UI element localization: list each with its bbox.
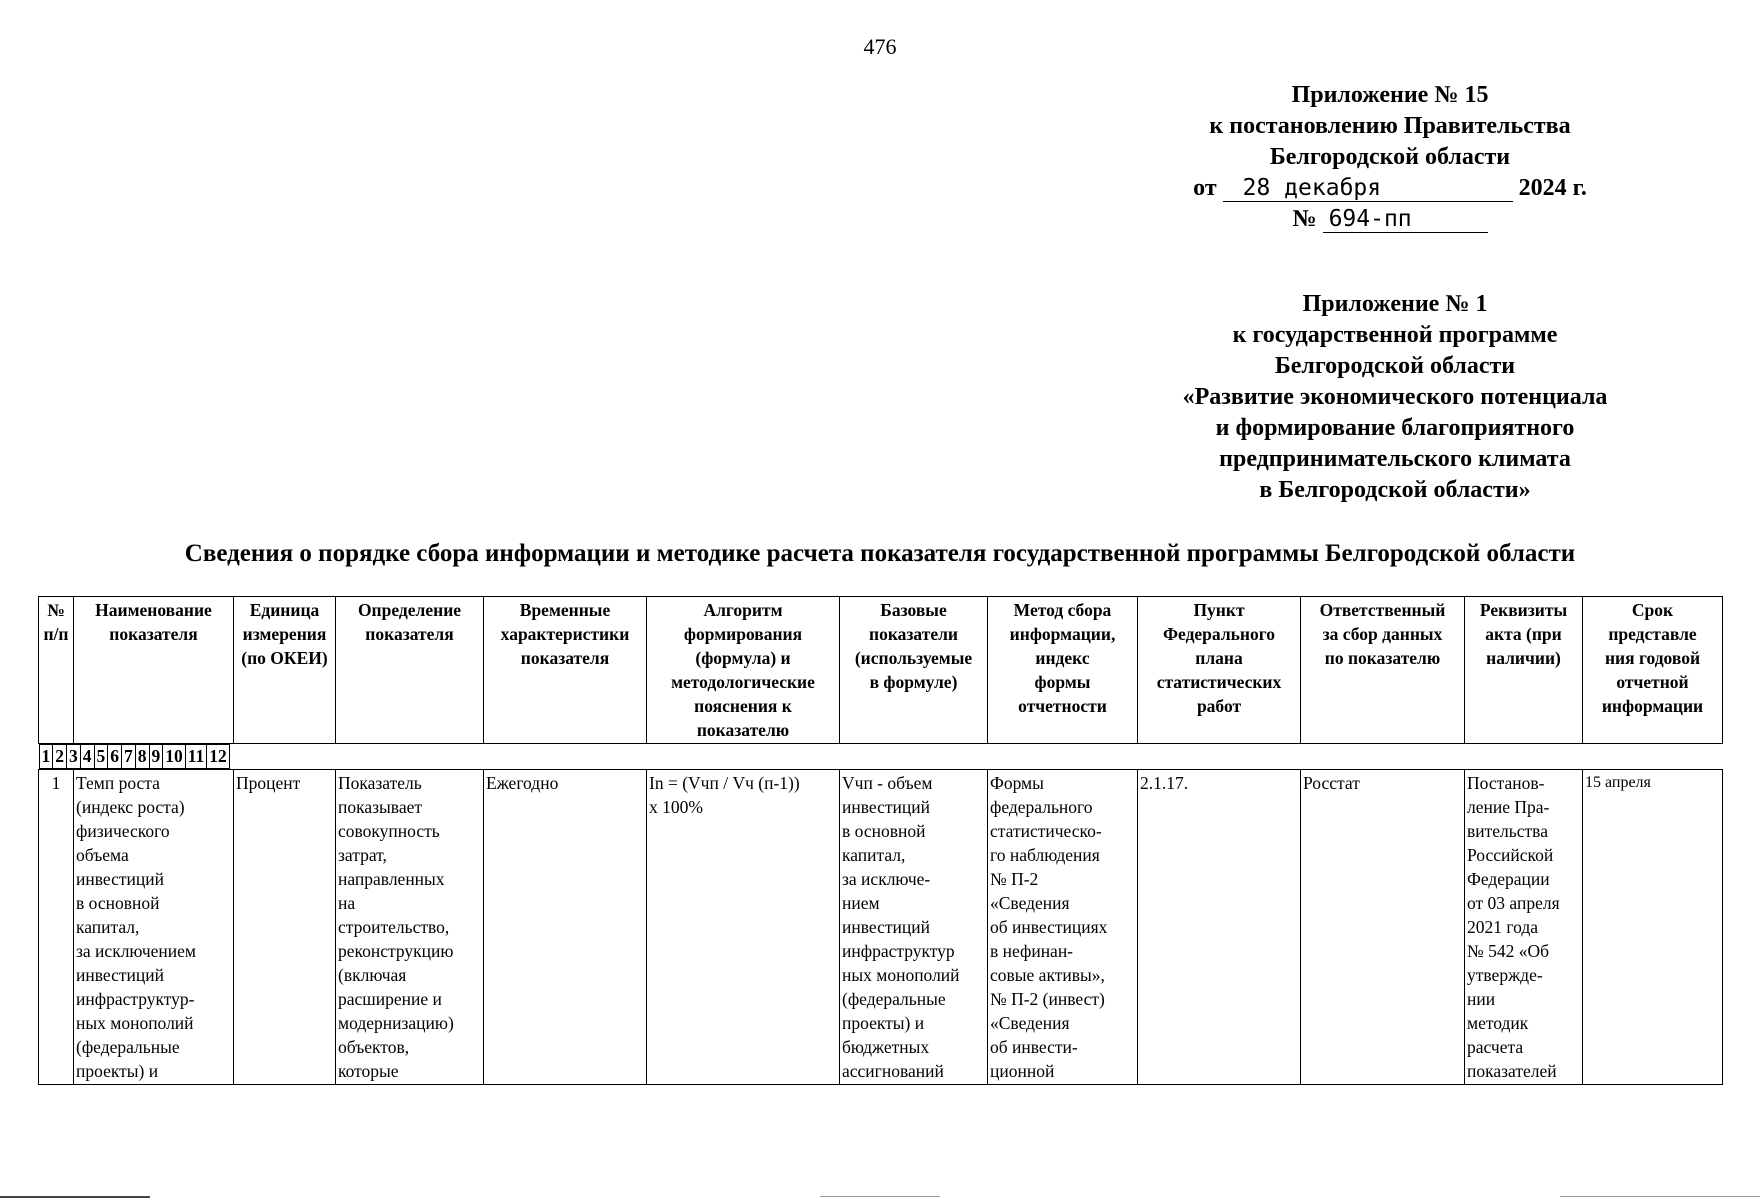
page-number: 476 [863,34,897,59]
deadline-cell: 15 апреля [1583,770,1723,1085]
algorithm-cell: In = (Vчп / Vч (п-1)) x 100% [647,770,840,1085]
appendix-15-date-row [1160,173,1620,204]
column-number: 8 [135,745,149,769]
column-number: 2 [53,745,67,769]
appendix-1-line2: к государственной программе [1232,322,1558,348]
header-cell-definition: Определение показателя [336,597,484,744]
number-prefix: № [1292,206,1317,232]
row-number-cell: 1 [39,770,74,1085]
header-cell-indicator-name: Наименование показателя [74,597,234,744]
federal-plan-cell: 2.1.17. [1138,770,1301,1085]
act-details-cell: Постанов- ление Пра- вительства Российской Федерации от 03 апреля 2021 года № 542 «Об утвержде- нии методик расчета показателей [1465,770,1583,1085]
column-number: 9 [149,745,163,769]
column-number: 6 [108,745,122,769]
column-number: 10 [163,745,186,769]
appendix-15-line3: Белгородской области [1269,144,1511,170]
appendix-1-line7: в Белгородской области» [1259,477,1531,503]
appendix-15-line1: Приложение № 15 [1291,82,1489,108]
header-cell-unit: Единица измерения (по ОКЕИ) [234,597,336,744]
responsible-cell: Росстат [1301,770,1465,1085]
number-value: 694-пп [1323,206,1488,233]
column-number: 11 [185,745,207,769]
column-number: 4 [80,745,94,769]
header-cell-federal-plan: Пункт Федерального плана статистических работ [1138,597,1301,744]
appendix-1-line6: предпринимательского климата [1219,446,1571,472]
header-cell-base-indicators: Базовые показатели (используемые в формуле) [840,597,988,744]
scan-edge-line [820,1196,940,1197]
column-number: 12 [207,745,230,769]
date-value: 28 декабря [1223,175,1513,202]
indicator-name-cell: Темп роста (индекс роста) физического объема инвестиций в основной капитал, за исключением инвестиций инфраструктур- ных монополий (федеральные проекты) и [74,770,234,1085]
date-suffix: 2024 г. [1518,175,1587,201]
column-number-row [39,744,74,769]
column-number: 5 [94,745,108,769]
header-cell-collection-method: Метод сбора информации, индекс формы отчетности [988,597,1138,744]
appendix-1-header [1130,289,1660,506]
header-cell-time-characteristics: Временные характеристики показателя [484,597,647,744]
appendix-1-line5: и формирование благоприятного [1215,415,1575,441]
collection-method-cell: Формы федерального статистическо- го наблюдения № П-2 «Сведения об инвестициях в нефинан- совые активы», № П-2 (инвест) «Сведения об инвести- ционной [988,770,1138,1085]
header-cell-act-details: Реквизиты акта (при наличии) [1465,597,1583,744]
appendix-1-line4: «Развитие экономического потенциала [1182,384,1608,410]
header-cell-deadline: Срок представле ния годовой отчетной информации [1583,597,1723,744]
document-title: Сведения о порядке сбора информации и методике расчета показателя государственной программы Белгородской области [184,540,1576,567]
column-number: 3 [67,745,81,769]
appendix-15-line2: к постановлению Правительства [1209,113,1571,139]
column-number: 1 [39,745,53,769]
indicator-info-table [38,596,1723,1085]
table-row [39,770,1723,1085]
appendix-15-header [1160,80,1620,235]
time-characteristics-cell: Ежегодно [484,770,647,1085]
scan-edge-line [1560,1196,1760,1197]
definition-cell: Показатель показывает совокупность затрат, направленных на строительство, реконструкцию (включая расширение и модернизацию) объектов, которые [336,770,484,1085]
header-cell-number: № п/п [39,597,74,744]
date-prefix: от [1193,175,1217,201]
unit-cell: Процент [234,770,336,1085]
appendix-15-number-row [1160,204,1620,235]
header-row [39,597,1723,744]
header-cell-responsible: Ответственный за сбор данных по показателю [1301,597,1465,744]
header-cell-algorithm: Алгоритм формирования (формула) и методологические пояснения к показателю [647,597,840,744]
base-indicators-cell: Vчп - объем инвестиций в основной капитал, за исключе- нием инвестиций инфраструктур ных монополий (федеральные проекты) и бюджетных ассигнований [840,770,988,1085]
appendix-1-line1: Приложение № 1 [1302,291,1488,317]
column-number: 7 [122,745,136,769]
appendix-1-line3: Белгородской области [1274,353,1516,379]
scan-edge-line [0,1196,150,1198]
